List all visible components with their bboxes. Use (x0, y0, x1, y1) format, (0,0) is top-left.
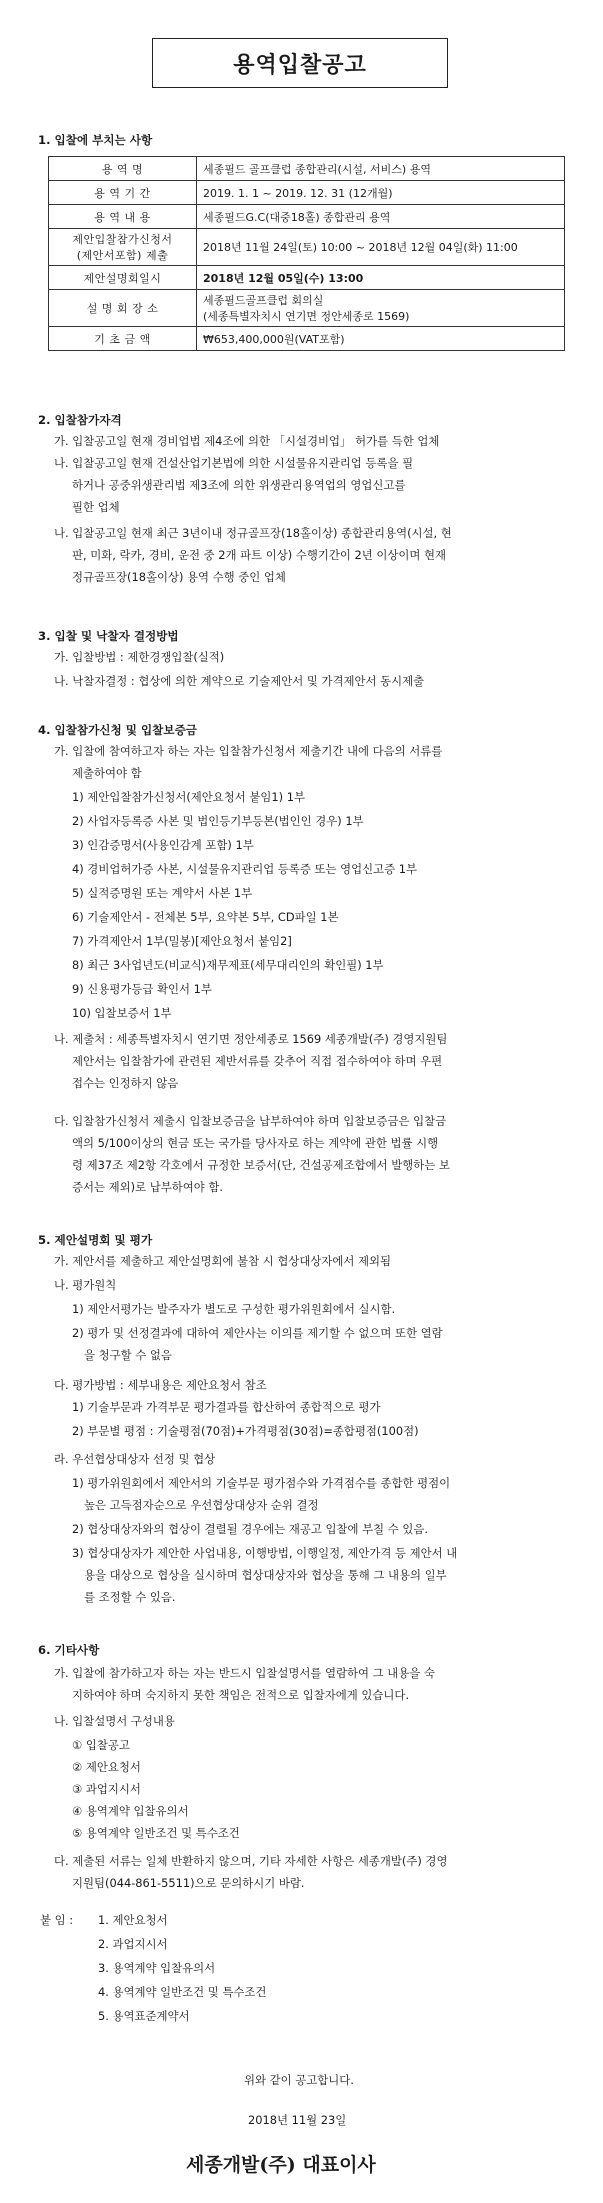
section-5-line: 1) 제안서평가는 발주자가 별도로 구성한 평가위원회에서 실시함. (72, 1302, 396, 1316)
attachment-item: 3. 용역계약 입찰유의서 (98, 1961, 216, 1975)
section-6-line: ④ 용역계약 입찰유의서 (72, 1804, 189, 1818)
section-2-line: 판, 미화, 락카, 경비, 운전 중 2개 파트 이상) 수행기간이 2년 이상이며 현재 (72, 548, 446, 562)
row-key: 용 역 내 용 (49, 205, 197, 229)
section-4-line: 2) 사업자등록증 사본 및 법인등기부등본(법인인 경우) 1부 (72, 814, 364, 828)
section-4-line: 8) 최근 3사업년도(비교식)재무제표(세무대리인의 확인필) 1부 (72, 958, 384, 972)
section-5-line: 용을 대상으로 협상을 실시하며 협상대상자와 협상을 통해 그 내용의 일부 (84, 1568, 447, 1582)
row-key: 제안설명회일시 (49, 266, 197, 290)
row-key: 설 명 회 장 소 (49, 290, 197, 327)
row-value (197, 290, 565, 327)
row-value: 세종필드G.C(대중18홀) 종합관리 용역 (197, 205, 565, 229)
row-value: 2018년 12월 05일(수) 13:00 (197, 266, 565, 290)
row-value: 세종필드 골프클럽 종합관리(시설, 서비스) 용역 (197, 157, 565, 181)
table-row (49, 205, 565, 229)
closing-text: 위와 같이 공고합니다. (244, 2073, 354, 2087)
row-key-line: (제안서포함) 제출 (76, 249, 169, 262)
row-key: 용 역 명 (49, 157, 197, 181)
section-2-line: 나. 입찰공고일 현재 최근 3년이내 정규골프장(18홀이상) 종합관리용역(시설, 현 (54, 526, 452, 540)
section-4-line: 제출하여야 함 (72, 766, 142, 780)
section-4-line: 6) 기술제안서 - 전체본 5부, 요약본 5부, CD파일 1본 (72, 910, 339, 924)
section-5-line: 2) 부문별 평점 : 기술평점(70점)+가격평점(30점)=종합평점(100점) (72, 1424, 419, 1438)
table-row (49, 181, 565, 205)
page-title: 용역입찰공고 (152, 38, 448, 88)
section-5-line: 를 조정할 수 있음. (84, 1590, 176, 1604)
row-value-line: 세종필드골프클럽 회의실 (203, 294, 324, 307)
section-4-line: 7) 가격제안서 1부(밀봉)[제안요청서 붙임2] (72, 934, 292, 948)
section-4-line: 나. 제출처 : 세종특별자치시 연기면 정안세종로 1569 세종개발(주) 경영지원팀 (54, 1032, 448, 1046)
section-6-line: 나. 입찰설명서 구성내용 (54, 1714, 175, 1728)
section-5-line: 1) 기술부문과 가격부문 평가결과를 합산하여 종합적으로 평가 (72, 1400, 381, 1414)
section-6-line: ② 제안요청서 (72, 1760, 141, 1774)
section-5-line: 가. 제안서를 제출하고 제안설명회에 불참 시 협상대상자에서 제외됨 (54, 1254, 392, 1268)
section-5-line: 2) 평가 및 선정결과에 대하여 제안사는 이의를 제기할 수 없으며 또한 열람 (72, 1326, 443, 1340)
section-6-line: 지하여야 하며 숙지하지 못한 책임은 전적으로 입찰자에게 있습니다. (72, 1688, 410, 1702)
section-6-line: ① 입찰공고 (72, 1738, 130, 1752)
section-4-line: 증서는 제외)로 납부하여야 함. (72, 1180, 223, 1194)
row-key: 용 역 기 간 (49, 181, 197, 205)
section-3-line: 가. 입찰방법 : 제한경쟁입찰(실적) (54, 650, 225, 664)
attachments-label: 붙 임 : (40, 1913, 74, 1927)
section-5-line: 나. 평가원칙 (54, 1278, 117, 1292)
section-4-line: 령 제37조 제2항 각호에서 규정한 보증서(단, 건설공제조합에서 발행하는 보 (72, 1158, 450, 1172)
row-value: 2019. 1. 1 ~ 2019. 12. 31 (12개월) (197, 181, 565, 205)
section-4-line: 액의 5/100이상의 현금 또는 국가를 당사자로 하는 계약에 관한 법률 시행 (72, 1136, 439, 1150)
section-2-line: 정규골프장(18홀이상) 용역 수행 중인 업체 (72, 570, 286, 584)
section-5-line: 3) 협상대상자가 제안한 사업내용, 이행방법, 이행일정, 제안가격 등 제안서 내 (72, 1546, 458, 1560)
section-4-line: 다. 입찰참가신청서 제출시 입찰보증금을 납부하여야 하며 입찰보증금은 입찰금 (54, 1114, 447, 1128)
section-1-heading: 1. 입찰에 부치는 사항 (38, 133, 153, 147)
signature: 세종개발(주) 대표이사 (186, 2154, 376, 2176)
section-4-line: 5) 실적증명원 또는 계약서 사본 1부 (72, 886, 253, 900)
section-6-line: ③ 과업지시서 (72, 1782, 141, 1796)
section-5-line: 1) 평가위원회에서 제안서의 기술부문 평가점수와 가격점수를 종합한 평점이 (72, 1476, 451, 1490)
section-5-line: 다. 평가방법 : 세부내용은 제안요청서 참조 (54, 1378, 267, 1392)
table-row (49, 327, 565, 351)
notice-date: 2018년 11월 23일 (248, 2113, 347, 2127)
section-4-line: 가. 입찰에 참여하고자 하는 자는 입찰참가신청서 제출기간 내에 다음의 서류를 (54, 744, 443, 758)
section-4-line: 10) 입찰보증서 1부 (72, 1006, 172, 1020)
row-key-line: 제안입찰참가신청서 (72, 233, 173, 246)
attachment-item: 5. 용역표준계약서 (98, 2009, 190, 2023)
section-4-line: 접수는 인정하지 않음 (72, 1076, 179, 1090)
section-5-line: 높은 고득점자순으로 우선협상대상자 순위 결정 (84, 1498, 319, 1512)
section-6-line: 지원팀(044-861-5511)으로 문의하시기 바람. (72, 1876, 305, 1890)
section-5-line: 2) 협상대상자와의 협상이 결렬될 경우에는 재공고 입찰에 부칠 수 있음. (72, 1522, 428, 1536)
section-4-line: 3) 인감증명서(사용인감계 포함) 1부 (72, 838, 254, 852)
section-6-line: ⑤ 용역계약 일반조건 및 특수조건 (72, 1826, 240, 1840)
section-4-line: 9) 신용평가등급 확인서 1부 (72, 982, 212, 996)
attachment-item: 4. 용역계약 일반조건 및 특수조건 (98, 1985, 267, 1999)
section-4-line: 1) 제안입찰참가신청서(제안요청서 붙임1) 1부 (72, 790, 305, 804)
section-2-line: 가. 입찰공고일 현재 경비업법 제4조에 의한 「시설경비업」 허가를 득한 업체 (54, 434, 440, 448)
row-value-line: (세종특별자치시 연기면 정안세종로 1569) (203, 310, 410, 323)
section-5-heading: 5. 제안설명회 및 평가 (38, 1233, 153, 1247)
section-4-heading: 4. 입찰참가신청 및 입찰보증금 (38, 723, 197, 737)
row-value: ₩653,400,000원(VAT포함) (197, 327, 565, 351)
table-row (49, 229, 565, 266)
section-3-heading: 3. 입찰 및 낙찰자 결정방법 (38, 629, 179, 643)
row-key (49, 229, 197, 266)
bid-info-table (48, 156, 565, 351)
table-row (49, 157, 565, 181)
attachment-item: 2. 과업지시서 (98, 1937, 168, 1951)
section-6-line: 다. 제출된 서류는 일체 반환하지 않으며, 기타 자세한 사항은 세종개발(주) 경영 (54, 1854, 448, 1868)
section-2-line: 필한 업체 (72, 500, 120, 514)
section-5-line: 라. 우선협상대상자 선정 및 협상 (54, 1452, 216, 1466)
table-row (49, 266, 565, 290)
section-4-line: 4) 경비업허가증 사본, 시설물유지관리업 등록증 또는 영업신고증 1부 (72, 862, 417, 876)
row-value: 2018년 11월 24일(토) 10:00 ~ 2018년 12월 04일(화) 11:00 (197, 229, 565, 266)
section-2-heading: 2. 입찰참가자격 (38, 413, 122, 427)
row-key: 기 초 금 액 (49, 327, 197, 351)
attachment-item: 1. 제안요청서 (98, 1913, 168, 1927)
section-3-line: 나. 낙찰자결정 : 협상에 의한 계약으로 기술제안서 및 가격제안서 동시제출 (54, 674, 425, 688)
section-5-line: 을 청구할 수 없음 (84, 1348, 172, 1362)
table-row (49, 290, 565, 327)
section-6-line: 가. 입찰에 참가하고자 하는 자는 반드시 입찰설명서를 열람하여 그 내용을 숙 (54, 1666, 435, 1680)
section-6-heading: 6. 기타사항 (38, 1643, 100, 1657)
section-4-line: 제안서는 입찰참가에 관련된 제반서류를 갖추어 직접 접수하여야 하며 우편 (72, 1054, 443, 1068)
section-2-line: 하거나 공중위생관리법 제3조에 의한 위생관리용역업의 영업신고를 (72, 478, 406, 492)
section-2-line: 나. 입찰공고일 현재 건설산업기본법에 의한 시설물유지관리업 등록을 필 (54, 456, 414, 470)
